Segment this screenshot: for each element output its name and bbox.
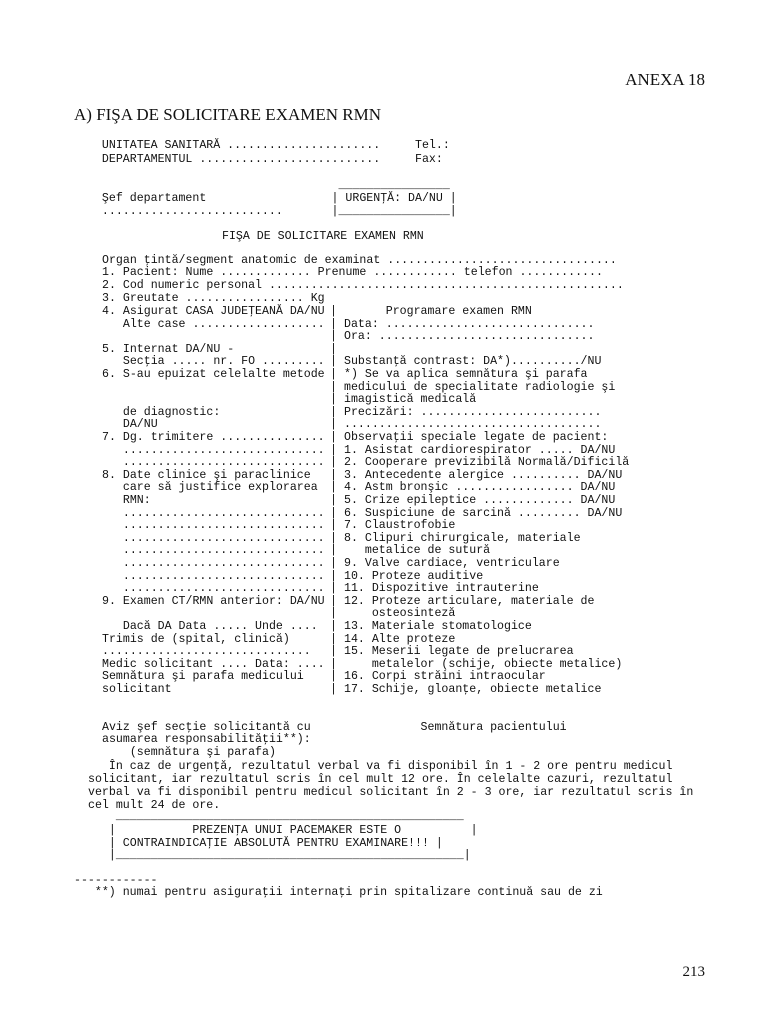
column-divider-mark: | — [330, 657, 337, 671]
intro-line: 1. Pacient: Nume ............. Prenume ............ telefon ............ — [102, 266, 603, 279]
right-column-line: ..................................... — [344, 418, 602, 432]
left-column-line: Alte case ................... — [102, 317, 325, 331]
left-column-line: 5. Internat DA/NU - — [102, 342, 235, 356]
box-line: |__________________________________________________| — [88, 849, 471, 862]
left-column-line: Aviz şef secţie solicitantă cu — [102, 720, 311, 734]
document-heading: A) FIŞA DE SOLICITARE EXAMEN RMN — [74, 105, 382, 124]
column-divider-mark: | — [330, 481, 337, 495]
header-line: UNITATEA SANITARĂ ...................... Tel.: — [88, 139, 450, 152]
left-column-line: ............................. — [102, 569, 325, 583]
left-column-line: (semnătura şi parafa) — [102, 746, 276, 759]
left-column-line: Secţia ..... nr. FO ......... — [102, 355, 325, 369]
right-column-line: 8. Clipuri chirurgicale, materiale — [344, 531, 581, 545]
right-column-line: 4. Astm bronşic ................. DA/NU — [344, 481, 616, 495]
column-divider-mark: | — [330, 645, 337, 659]
left-column-line: ............................. — [102, 519, 325, 533]
right-column-line: 9. Valve cardiace, ventriculare — [344, 557, 560, 570]
column-divider-mark: | — [330, 506, 337, 520]
left-column-line: ............................. — [102, 456, 325, 470]
column-divider-mark: | — [330, 317, 337, 331]
column-divider-mark: | — [330, 519, 337, 533]
column-divider-mark: | — [330, 531, 337, 545]
box-line: | CONTRAINDICAŢIE ABSOLUTĂ PENTRU EXAMINARE!!! | — [88, 837, 443, 850]
footnote-rule: ------------ — [74, 874, 158, 887]
column-divider-mark: | — [330, 368, 337, 381]
left-column-line: 7. Dg. trimitere ............... — [102, 431, 325, 444]
right-column-line: 13. Materiale stomatologice — [344, 620, 532, 633]
paragraph-line: cel mult 24 de ore. — [88, 799, 221, 812]
right-column-line: 7. Claustrofobie — [344, 519, 456, 533]
right-column-line: metalelor (schije, obiecte metalice) — [344, 657, 623, 671]
right-column-line: 10. Proteze auditive — [344, 569, 484, 583]
left-column-line: ............................. — [102, 443, 325, 457]
column-divider-mark: | — [330, 431, 337, 444]
department-head-line: Şef departament | URGENŢĂ: DA/NU | — [88, 192, 457, 205]
column-divider-mark: | — [330, 557, 337, 570]
right-column-line: 12. Proteze articulare, materiale de — [344, 594, 595, 608]
column-divider-mark: | — [330, 544, 337, 558]
left-column-line: solicitant — [102, 683, 172, 696]
left-column-line: DA/NU — [102, 418, 158, 432]
right-column-line: Precizări: .......................... — [344, 405, 602, 419]
column-divider-mark: | — [330, 670, 337, 684]
column-divider-mark: | — [330, 330, 337, 344]
department-head-signature-line: .......................... |________________| — [88, 205, 457, 218]
right-column-line: Observaţii speciale legate de pacient: — [344, 431, 609, 444]
column-divider-mark: | — [330, 456, 337, 470]
column-divider-mark: | — [330, 355, 337, 369]
left-column-line: ............................. — [102, 544, 325, 558]
urgency-box-top: ________________ — [88, 179, 450, 192]
right-column-line: 17. Schije, gloanţe, obiecte metalice — [344, 683, 602, 696]
left-column-line: de diagnostic: — [102, 405, 221, 419]
right-column-line: *) Se va aplica semnătura şi parafa — [344, 368, 588, 381]
paragraph-line: solicitant, iar rezultatul scris în cel mult 12 ore. În celelalte cazuri, rezultatul — [88, 773, 673, 786]
right-column-line: 5. Crize epileptice ............. DA/NU — [344, 494, 616, 507]
right-column-line: Ora: ............................... — [344, 330, 595, 344]
left-column-line: 6. S-au epuizat celelalte metode — [102, 368, 325, 381]
right-column-line: 6. Suspiciune de sarcină ......... DA/NU — [344, 506, 623, 520]
left-column-line: Semnătura şi parafa medicului — [102, 670, 304, 684]
right-column-line: medicului de specialitate radiologie şi — [344, 380, 616, 394]
left-column-line: 9. Examen CT/RMN anterior: DA/NU — [102, 594, 325, 608]
left-column-line: Dacă DA Data ..... Unde .... — [102, 620, 318, 633]
intro-line: 3. Greutate ................. Kg — [102, 292, 325, 305]
left-column-line: RMN: — [102, 494, 151, 507]
column-divider-mark: | — [330, 443, 337, 457]
left-column-line: care să justifice explorarea — [102, 481, 318, 495]
right-column-line: osteosinteză — [344, 607, 456, 621]
column-divider-mark: | — [330, 683, 337, 696]
right-column-line: 3. Antecedente alergice .......... DA/NU — [344, 468, 623, 482]
box-line: __________________________________________________ — [88, 810, 464, 823]
left-column-line: 4. Asigurat CASA JUDEŢEANĂ DA/NU — [102, 305, 325, 318]
paragraph-line: verbal va fi disponibil pentru medicul solicitant în 2 - 3 ore, iar rezultatul scris în — [88, 786, 694, 799]
left-column-line: ............................. — [102, 506, 325, 520]
column-divider-mark: | — [330, 342, 337, 356]
left-column-line: Medic solicitant .... Data: .... — [102, 657, 325, 671]
form-title: FIŞA DE SOLICITARE EXAMEN RMN — [222, 230, 424, 243]
left-column-line: Trimis de (spital, clinică) — [102, 632, 290, 646]
right-column-line: Substanţă contrast: DA*)........../NU — [344, 355, 602, 369]
annex-title: ANEXA 18 — [625, 70, 705, 89]
column-divider-mark: | — [330, 405, 337, 419]
left-column-line: ............................. — [102, 531, 325, 545]
left-column-line: ............................. — [102, 557, 325, 570]
column-divider-mark: | — [330, 582, 337, 596]
box-line: | PREZENŢA UNUI PACEMAKER ESTE O | — [88, 824, 478, 837]
column-divider-mark: | — [330, 607, 337, 621]
column-divider-mark: | — [330, 632, 337, 646]
column-divider-mark: | — [330, 380, 337, 394]
right-column-line: 1. Asistat cardiorespirator ..... DA/NU — [344, 443, 616, 457]
right-column-line: Semnătura pacientului — [344, 720, 567, 734]
column-divider-mark: | — [330, 393, 337, 407]
column-divider-mark: | — [330, 468, 337, 482]
column-divider-mark: | — [330, 418, 337, 432]
left-column-line: .............................. — [102, 645, 311, 659]
left-column-line: asumarea responsabilităţii**): — [102, 733, 311, 747]
right-column-line: metalice de sutură — [344, 544, 491, 558]
intro-line: Organ ţintă/segment anatomic de examinat ................................. — [102, 254, 617, 267]
right-column-line: Data: .............................. — [344, 317, 595, 331]
left-column-line: 8. Date clinice şi paraclinice — [102, 468, 311, 482]
header-line: DEPARTAMENTUL .......................... Fax: — [88, 153, 443, 166]
column-divider-mark: | — [330, 305, 337, 318]
page-number: 213 — [682, 964, 705, 980]
right-column-line: 14. Alte proteze — [344, 632, 456, 646]
column-divider-mark: | — [330, 594, 337, 608]
right-column-line: 15. Meserii legate de prelucrarea — [344, 645, 574, 659]
left-column-line: ............................. — [102, 582, 325, 596]
intro-line: 2. Cod numeric personal ................................................... — [102, 279, 624, 292]
right-column-line: 16. Corpi străini intraocular — [344, 670, 546, 684]
footnote: **) numai pentru asiguraţii internaţi prin spitalizare continuă sau de zi — [74, 886, 603, 899]
column-divider-mark: | — [330, 620, 337, 633]
column-divider-mark: | — [330, 494, 337, 507]
right-column-line: imagistică medicală — [344, 393, 477, 407]
right-column-line: 11. Dispozitive intrauterine — [344, 582, 539, 596]
right-column-line: Programare examen RMN — [344, 305, 532, 318]
column-divider-mark: | — [330, 569, 337, 583]
right-column-line: 2. Cooperare previzibilă Normală/Dificilă — [344, 456, 630, 470]
paragraph-line: În caz de urgenţă, rezultatul verbal va fi disponibil în 1 - 2 ore pentru medicul — [88, 760, 673, 773]
